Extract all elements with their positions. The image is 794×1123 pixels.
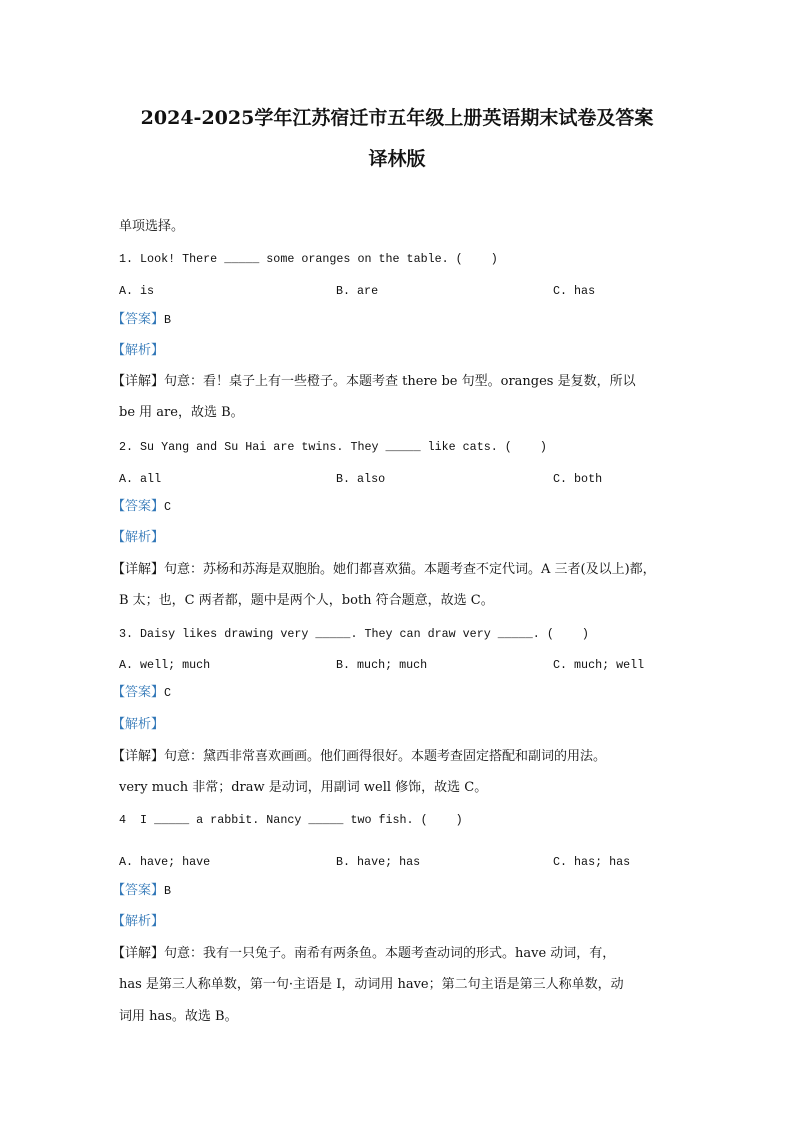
answer-value: B [164, 313, 172, 327]
analysis-label: 【解析】 [112, 914, 165, 929]
answer-line [112, 883, 171, 899]
answer-option: A. have; have [119, 855, 211, 869]
detail-label: 【详解】 [112, 374, 165, 389]
answer-line [112, 685, 171, 701]
question-stem: 1. Look! There _____ some oranges on the table. ( ) [119, 252, 498, 266]
question-stem: 3. Daisy likes drawing very _____. They can draw very _____. ( ) [119, 627, 589, 641]
document-subtitle: 译林版 [368, 148, 426, 170]
detail-text: 句意：我有一只兔子。南希有两条鱼。本题考查动词的形式。have 动词，有， [164, 946, 616, 961]
analysis-label: 【解析】 [112, 343, 165, 358]
answer-option: C. much; well [553, 658, 645, 672]
detail-text: very much 非常；draw 是动词，用副词 well 修饰，故选 C。 [119, 780, 488, 795]
answer-value: C [164, 500, 172, 514]
detail-label: 【详解】 [112, 946, 165, 961]
detail-label: 【详解】 [112, 749, 165, 764]
analysis-label: 【解析】 [112, 530, 165, 545]
detail-line [112, 374, 636, 390]
answer-option: A. well; much [119, 658, 211, 672]
answer-value: B [164, 884, 172, 898]
detail-text: 句意：苏杨和苏海是双胞胎。她们都喜欢猫。本题考查不定代词。A 三者(及以上)都， [164, 562, 656, 577]
detail-text: B 太；也，C 两者都，题中是两个人，both 符合题意，故选 C。 [119, 593, 494, 608]
detail-label: 【详解】 [112, 562, 165, 577]
answer-option: B. much; much [336, 658, 428, 672]
answer-option: A. all [119, 472, 162, 486]
detail-text: 句意：看！桌子上有一些橙子。本题考查 there be 句型。oranges 是复数，所以 [164, 374, 636, 389]
answer-label: 【答案】 [112, 685, 165, 700]
answer-option: B. also [336, 472, 386, 486]
detail-line [112, 562, 656, 578]
answer-label: 【答案】 [112, 499, 165, 514]
answer-option: C. has [553, 284, 596, 298]
section-heading: 单项选择。 [119, 219, 185, 234]
answer-option: B. are [336, 284, 379, 298]
detail-text: 词用 has。故选 B。 [119, 1009, 238, 1024]
answer-option: C. has; has [553, 855, 631, 869]
answer-option: B. have; has [336, 855, 421, 869]
answer-label: 【答案】 [112, 312, 165, 327]
detail-text: 句意：黛西非常喜欢画画。他们画得很好。本题考查固定搭配和副词的用法。 [164, 749, 607, 764]
question-stem: 4 I _____ a rabbit. Nancy _____ two fish. ( ) [119, 813, 463, 827]
question-stem: 2. Su Yang and Su Hai are twins. They _____ like cats. ( ) [119, 440, 547, 454]
detail-text: has 是第三人称单数，第一句·主语是 I，动词用 have；第二句主语是第三人称单数，动 [119, 977, 624, 992]
analysis-label: 【解析】 [112, 717, 165, 732]
answer-option: C. both [553, 472, 603, 486]
detail-line [112, 946, 615, 962]
detail-line [112, 749, 606, 765]
answer-line [112, 312, 171, 328]
answer-value: C [164, 686, 172, 700]
answer-option: A. is [119, 284, 155, 298]
answer-label: 【答案】 [112, 883, 165, 898]
detail-text: be 用 are，故选 B。 [119, 405, 244, 420]
document-title: 2024-2025学年江苏宿迁市五年级上册英语期末试卷及答案 [140, 107, 654, 129]
answer-line [112, 499, 171, 515]
